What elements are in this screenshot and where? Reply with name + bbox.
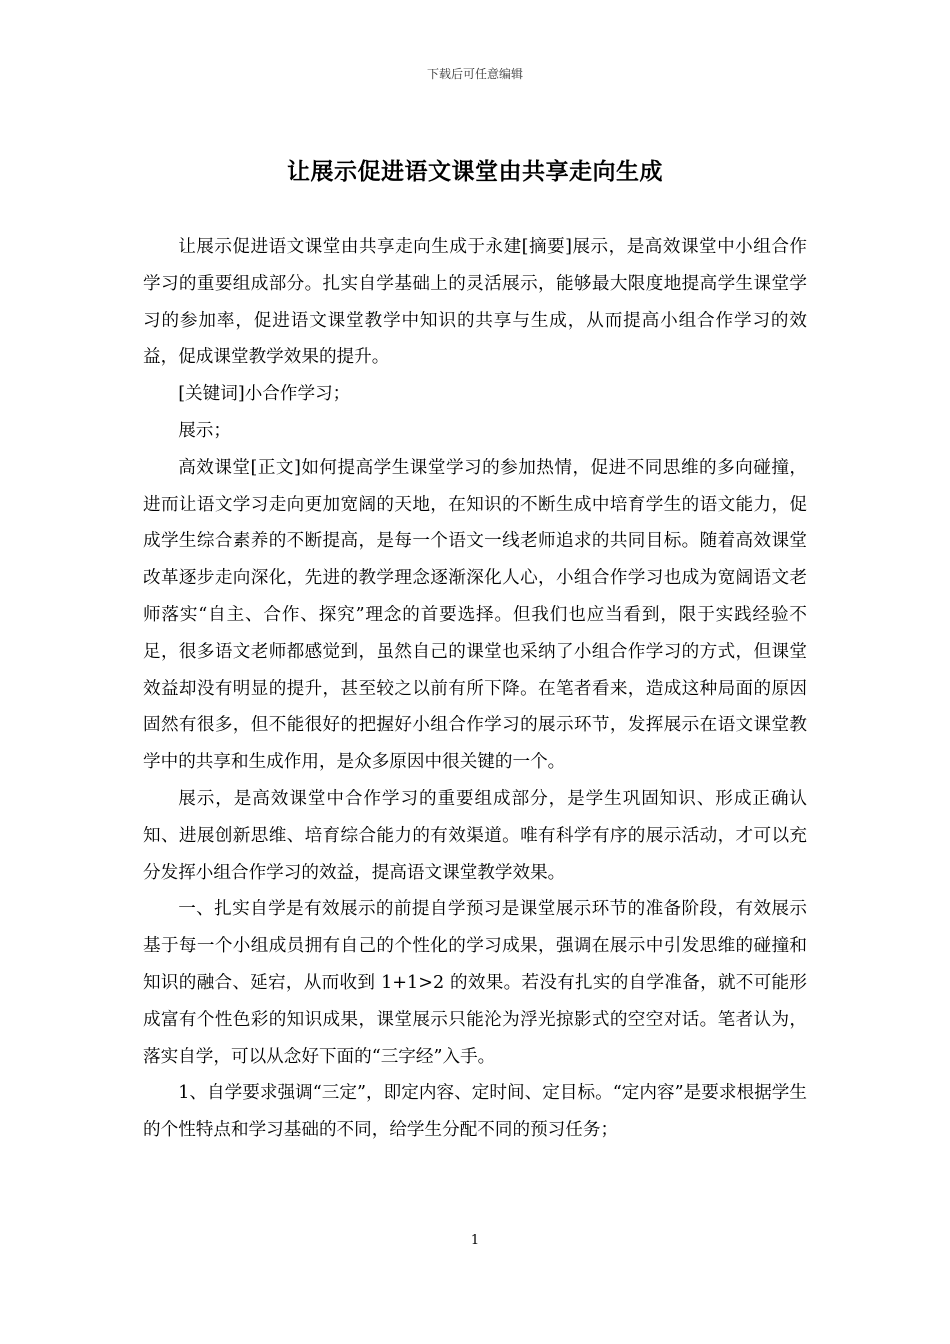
paragraph-item-one: 1、自学要求强调“三定”，即定内容、定时间、定目标。“定内容”是要求根据学生的个性特点和学习基础的不同，给学生分配不同的预习任务； <box>143 1083 807 1141</box>
page-number: 1 <box>470 1233 480 1248</box>
paragraph-main-text: 高效课堂[正文]如何提高学生课堂学习的参加热情，促进不同思维的多向碰撞，进而让语文学习走向更加宽阔的天地，在知识的不断生成中培育学生的语文能力，促成学生综合素养的不断提高，是每一个语文一线老师追求的共同目标。随着高效课堂改革逐步走向深化，先进的教学理念逐渐深化人心，小组合作学习也成为宽阔语文老师落实“自主、合作、探究”理念的首要选择。但我们也应当看到，限于实践经验不足，很多语文老师都感觉到，虽然自己的课堂也采纳了小组合作学习的方式，但课堂效益却没有明显的提升，甚至较之以前有所下降。在笔者看来，造成这种局面的原因固然有很多，但不能很好的把握好小组合作学习的展示环节，发挥展示在语文课堂教学中的共享和生成作用，是众多原因中很关键的一个。 <box>143 457 807 773</box>
document-body <box>143 229 807 1149</box>
header-note: 下载后可任意编辑 <box>426 67 523 81</box>
document-title: 让展示促进语文课堂由共享走向生成 <box>287 158 663 185</box>
paragraph-keyword-display: 展示； <box>178 420 231 441</box>
paragraph-abstract: 让展示促进语文课堂由共享走向生成于永建[摘要]展示，是高效课堂中小组合作学习的重要组成部分。扎实自学基础上的灵活展示，能够最大限度地提高学生课堂学习的参加率，促进语文课堂教学中知识的共享与生成，从而提高小组合作学习的效益，促成课堂教学效果的提升。 <box>143 237 807 368</box>
paragraph-display-importance: 展示，是高效课堂中合作学习的重要组成部分，是学生巩固知识、形成正确认知、进展创新思维、培育综合能力的有效渠道。唯有科学有序的展示活动，才可以充分发挥小组合作学习的效益，提高语文课堂教学效果。 <box>143 788 807 883</box>
paragraph-keywords: [关键词]小合作学习； <box>178 384 351 405</box>
paragraph-section-one: 一、扎实自学是有效展示的前提自学预习是课堂展示环节的准备阶段，有效展示基于每一个小组成员拥有自己的个性化的学习成果，强调在展示中引发思维的碰撞和知识的融合、延宕，从而收到 1+1>2 的效果。若没有扎实的自学准备，就不可能形成富有个性色彩的知识成果，课堂展示只能沦为浮光掠影式的空空对话。笔者认为，落实自学，可以从念好下面的“三字经”入手。 <box>143 899 807 1067</box>
